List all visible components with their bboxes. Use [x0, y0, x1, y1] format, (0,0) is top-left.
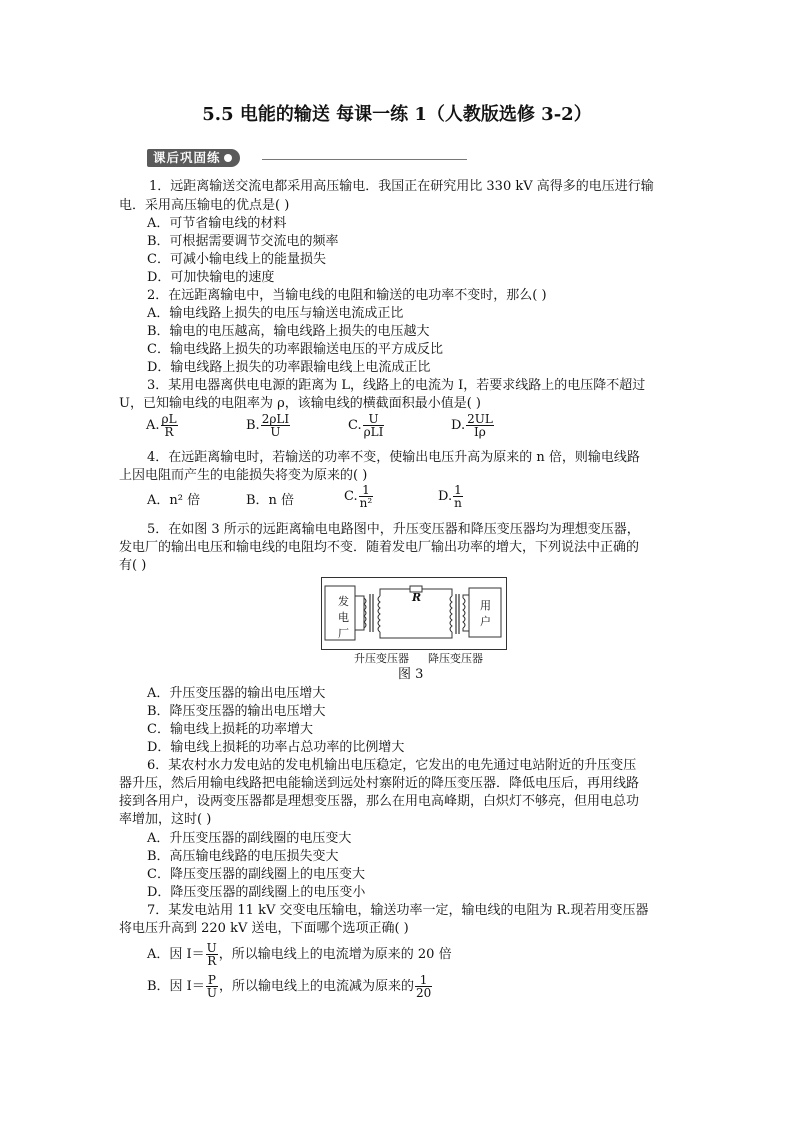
q3-option-a: A. $\frac{\rho L}{R}$	[146, 412, 177, 439]
step-down-transformer-label: 降压变压器	[428, 652, 483, 665]
q3-option-b: B. $\frac{\text{2ρLI}}{U}$	[246, 412, 290, 439]
q6-stem-line3: 接到各用户，设两变压器都是理想变压器，那么在用电高峰期，白炽灯不够亮，但用电总功	[119, 794, 640, 809]
q4-option-a: A．n² 倍	[147, 493, 201, 508]
q1-option-c: C．可减小输电线上的能量损失	[147, 252, 326, 267]
q3-option-c: C. $\frac{U}{\text{ρLI}}$	[348, 412, 384, 439]
q4-option-d: D. $\frac{1}{n}$	[438, 483, 462, 510]
step-up-secondary-coil	[378, 596, 380, 632]
q6-option-c: C．降压变压器的副线圈上的电压变大	[147, 867, 365, 882]
q6-option-b: B．高压输电线路的电压损失变大	[147, 849, 339, 864]
q2-option-b: B．输电的电压越高，输电线路上损失的电压越大	[147, 324, 430, 339]
q5-option-a: A．升压变压器的输出电压增大	[147, 686, 326, 701]
q1-stem-line1: 1．远距离输送交流电都采用高压输电．我国正在研究用比 330 kV 高得多的电压进行输	[149, 179, 654, 194]
q6-stem-line1: 6．某农村水力发电站的发电机输出电压稳定，它发出的电先通过电站附近的升压变压	[147, 758, 637, 773]
q2-option-c: C．输电线路上损失的功率跟输送电压的平方成反比	[147, 342, 443, 357]
step-up-transformer-label: 升压变压器	[354, 652, 409, 665]
step-down-primary-coil	[450, 596, 452, 632]
user-label: 用 户	[480, 599, 491, 628]
q6-stem-line4: 率增加，这时( )	[119, 812, 212, 827]
q5-option-b: B．降压变压器的输出电压增大	[147, 704, 326, 719]
step-down-secondary-coil	[463, 598, 465, 628]
q3-option-d: D. $\frac{2UL}{I\rho}$	[451, 412, 493, 439]
q1-option-d: D．可加快输电的速度	[147, 270, 275, 285]
q4-option-b: B．n 倍	[246, 493, 295, 508]
circuit-figure	[321, 577, 507, 650]
q5-stem-line2: 发电厂的输出电压和输电线的电阻均不变．随着发电厂输出功率的增大，下列说法中正确的	[119, 540, 640, 555]
figure-caption: 图 3	[398, 667, 424, 682]
q4-stem-line2: 上因电阻而产生的电能损失将变为原来的( )	[119, 468, 368, 483]
q5-stem-line3: 有( )	[119, 558, 147, 573]
q5-stem-line1: 5．在如图 3 所示的远距离输电电路图中，升压变压器和降压变压器均为理想变压器，	[147, 522, 640, 537]
page-title: 5.5 电能的输送 每课一练 1（人教版选修 3-2）	[202, 104, 592, 125]
q7-option-b: B．因 I＝ $\frac{P}{U}$ ，所以输电线上的电流减为原来的 $\frac{1}{20}$	[147, 973, 432, 1000]
q2-option-a: A．输电线路上损失的电压与输送电流成正比	[147, 306, 404, 321]
q7-stem-line2: 将电压升高到 220 kV 送电，下面哪个选项正确( )	[119, 921, 409, 936]
q4-stem-line1: 4．在远距离输电时，若输送的功率不变，使输出电压升高为原来的 n 倍，则输电线路	[147, 450, 640, 465]
q2-option-d: D．输电线路上损失的功率跟输电线上电流成正比	[147, 360, 431, 375]
q2-stem: 2．在远距离输电中，当输电线的电阻和输送的电功率不变时，那么( )	[147, 288, 547, 303]
q5-option-c: C．输电线上损耗的功率增大	[147, 722, 313, 737]
q1-stem-line2: 电．采用高压输电的优点是( )	[119, 198, 290, 213]
resistor-label: R	[412, 591, 422, 604]
q4-option-c: C. $\frac{1}{\text{n²}}$	[344, 483, 373, 510]
q6-option-a: A．升压变压器的副线圈的电压变大	[147, 831, 352, 846]
q3-stem-line2: U，已知输电线的电阻率为 ρ，该输电线的横截面积最小值是( )	[119, 396, 482, 411]
q6-stem-line2: 器升压，然后用输电线路把电能输送到远处村寨附近的降压变压器．降低电压后，再用线路	[119, 776, 640, 791]
dot-icon	[224, 154, 232, 162]
power-plant-label: 发 电 厂	[338, 595, 349, 640]
q5-option-d: D．输电线上损耗的功率占总功率的比例增大	[147, 740, 405, 755]
q1-option-b: B．可根据需要调节交流电的频率	[147, 234, 339, 249]
q3-stem-line1: 3．某用电器离供电电源的距离为 L，线路上的电流为 I，若要求线路上的电压降不超过	[147, 378, 646, 393]
q7-stem-line1: 7．某发电站用 11 kV 交变电压输电，输送功率一定，输电线的电阻为 R.现若用变压器	[147, 903, 649, 918]
section-tag: 课后巩固练	[147, 149, 240, 167]
q1-option-a: A．可节省输电线的材料	[147, 216, 287, 231]
q6-option-d: D．降压变压器的副线圈上的电压变小	[147, 885, 366, 900]
section-divider	[262, 159, 467, 160]
q7-option-a: A．因 I＝ $\frac{U}{R}$ ，所以输电线上的电流增为原来的 20 倍	[147, 941, 452, 968]
